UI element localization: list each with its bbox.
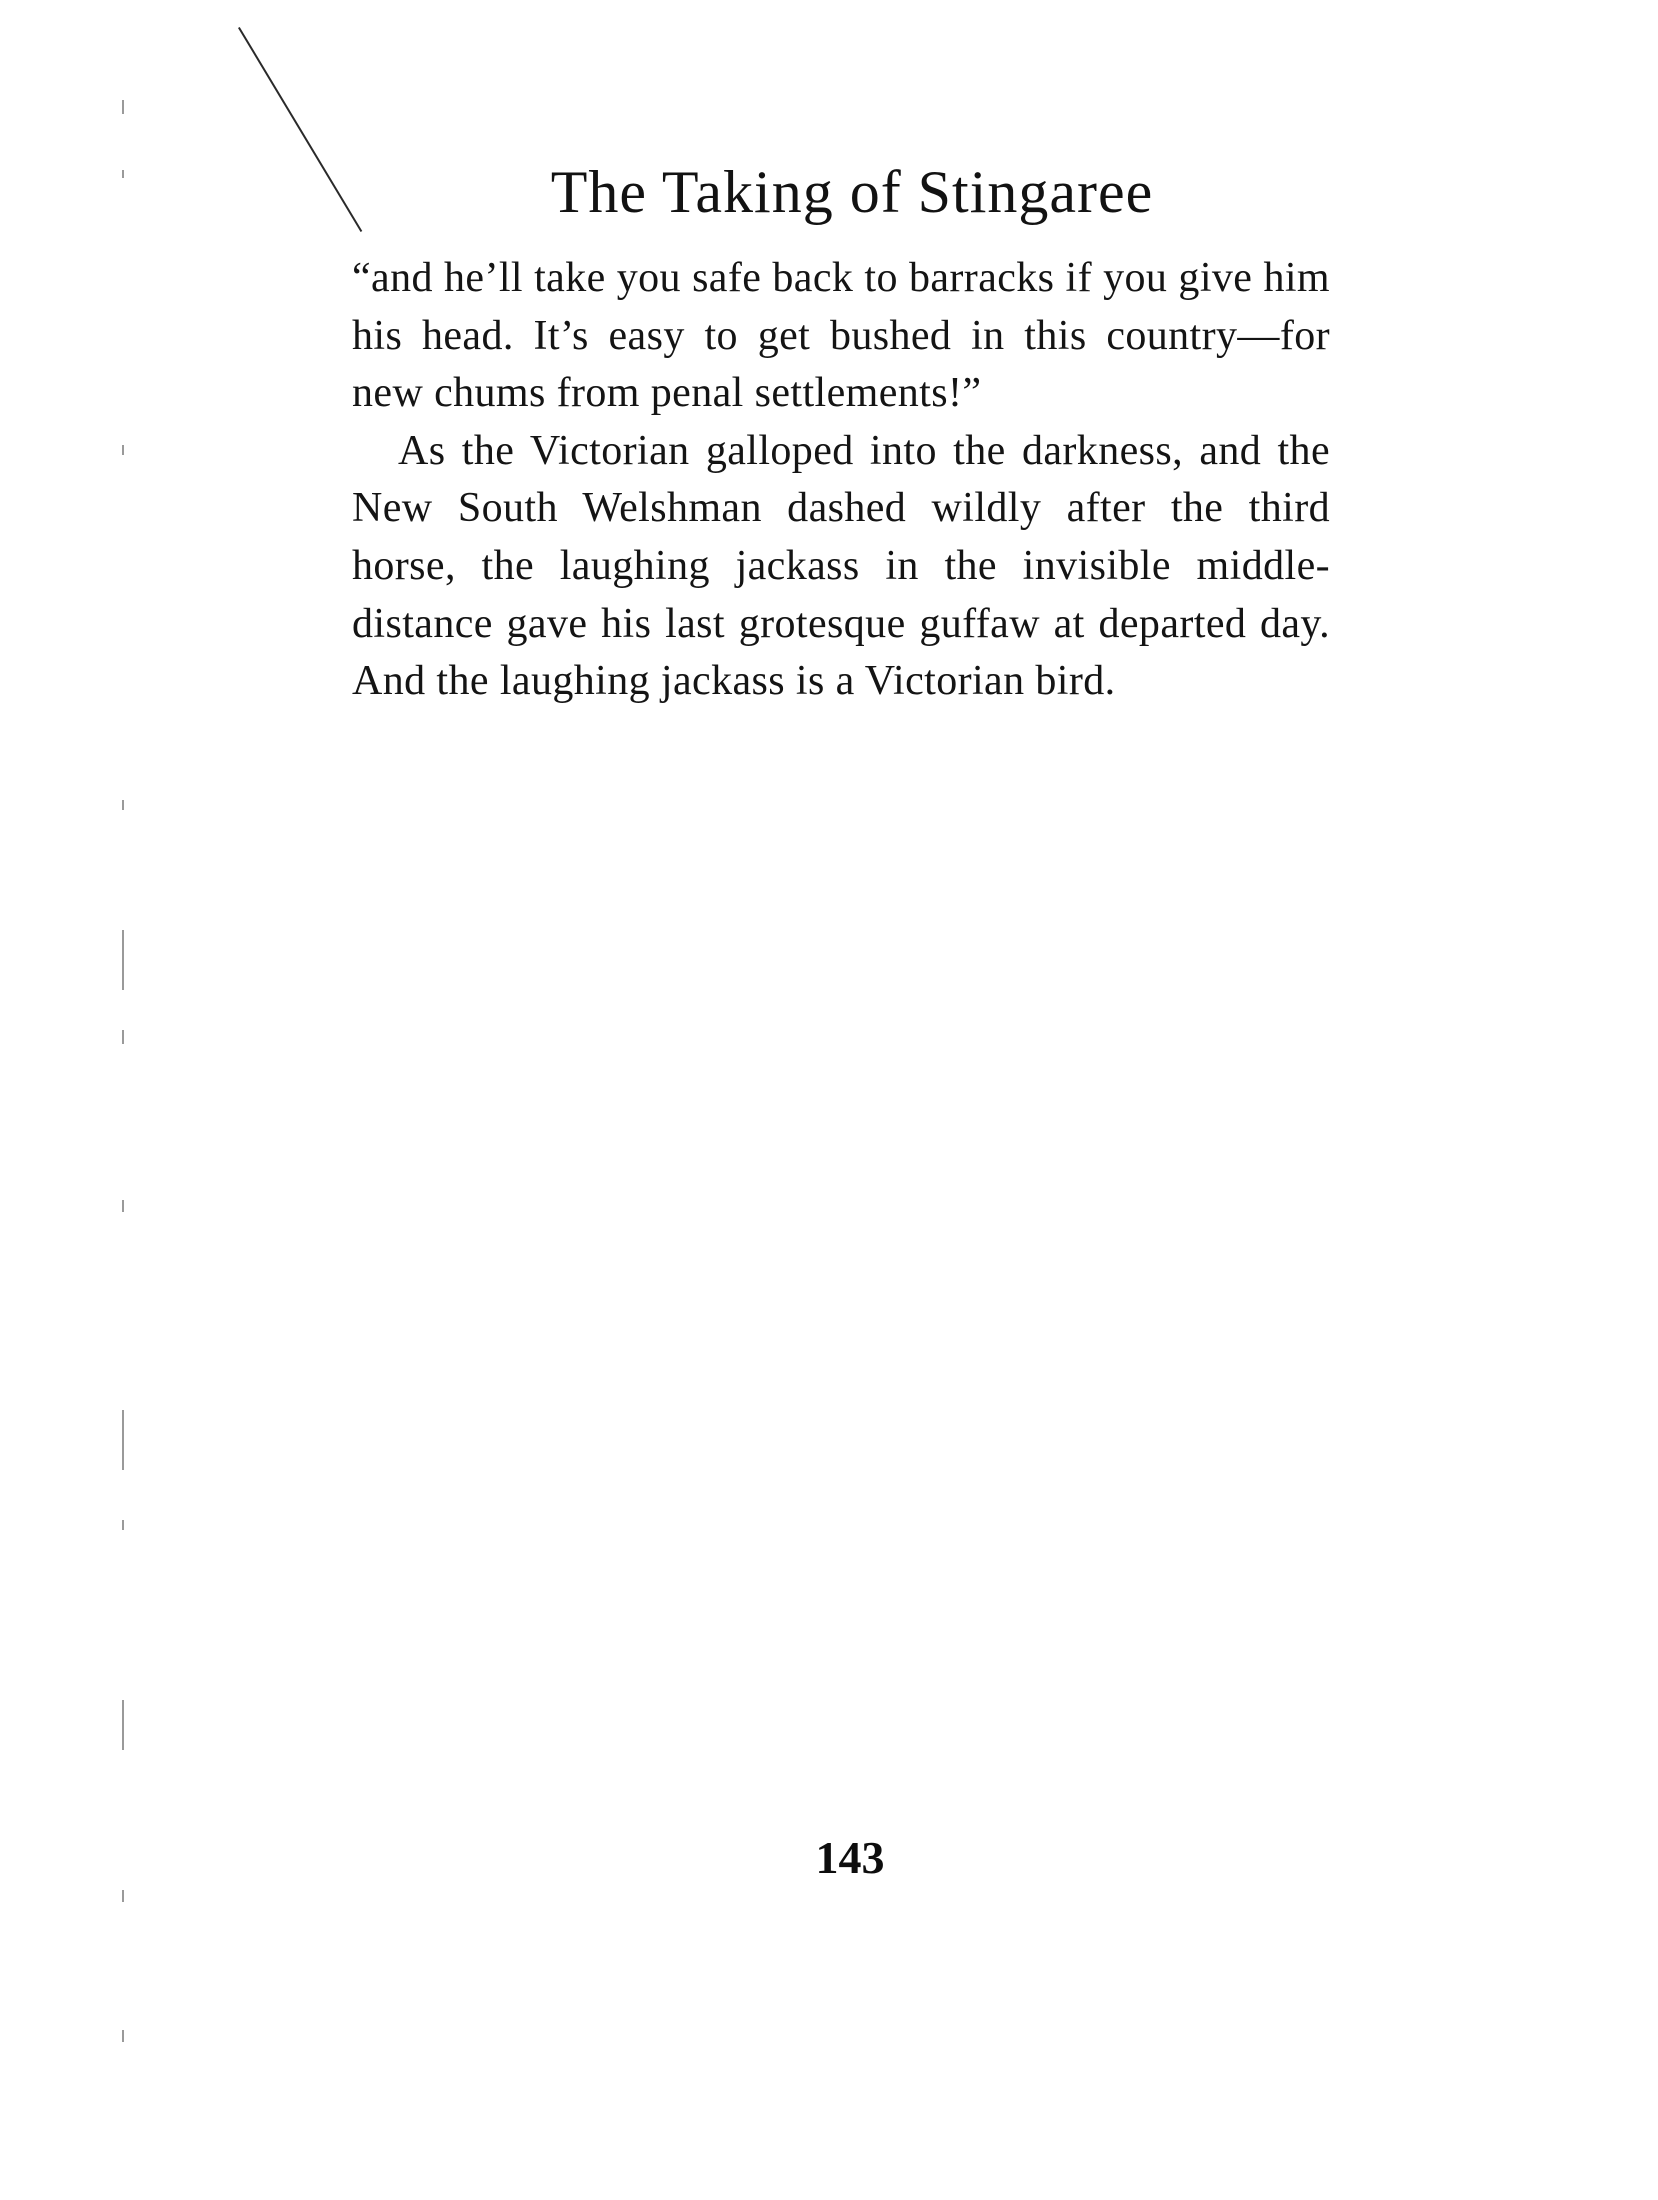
paragraph-continuation: “and he’ll take you safe back to barracks if you give him his head. It’s easy to get bushed in this country—for new chums from penal settlements!”: [352, 255, 1330, 417]
scan-edge-marks: [122, 100, 128, 2050]
body-text: [352, 250, 1330, 711]
page-number: 143: [815, 1832, 885, 1883]
running-head: The Taking of Stingaree: [550, 159, 1154, 225]
paragraph: As the Victorian galloped into the darkness, and the New South Welshman dashed wildly after the third horse, the laughing jackass in the invisible middle-distance gave his last grotesque guffaw at departed day. And the laughing jackass is a Victorian bird.: [352, 427, 1330, 705]
scan-pencil-stroke: [238, 27, 362, 232]
